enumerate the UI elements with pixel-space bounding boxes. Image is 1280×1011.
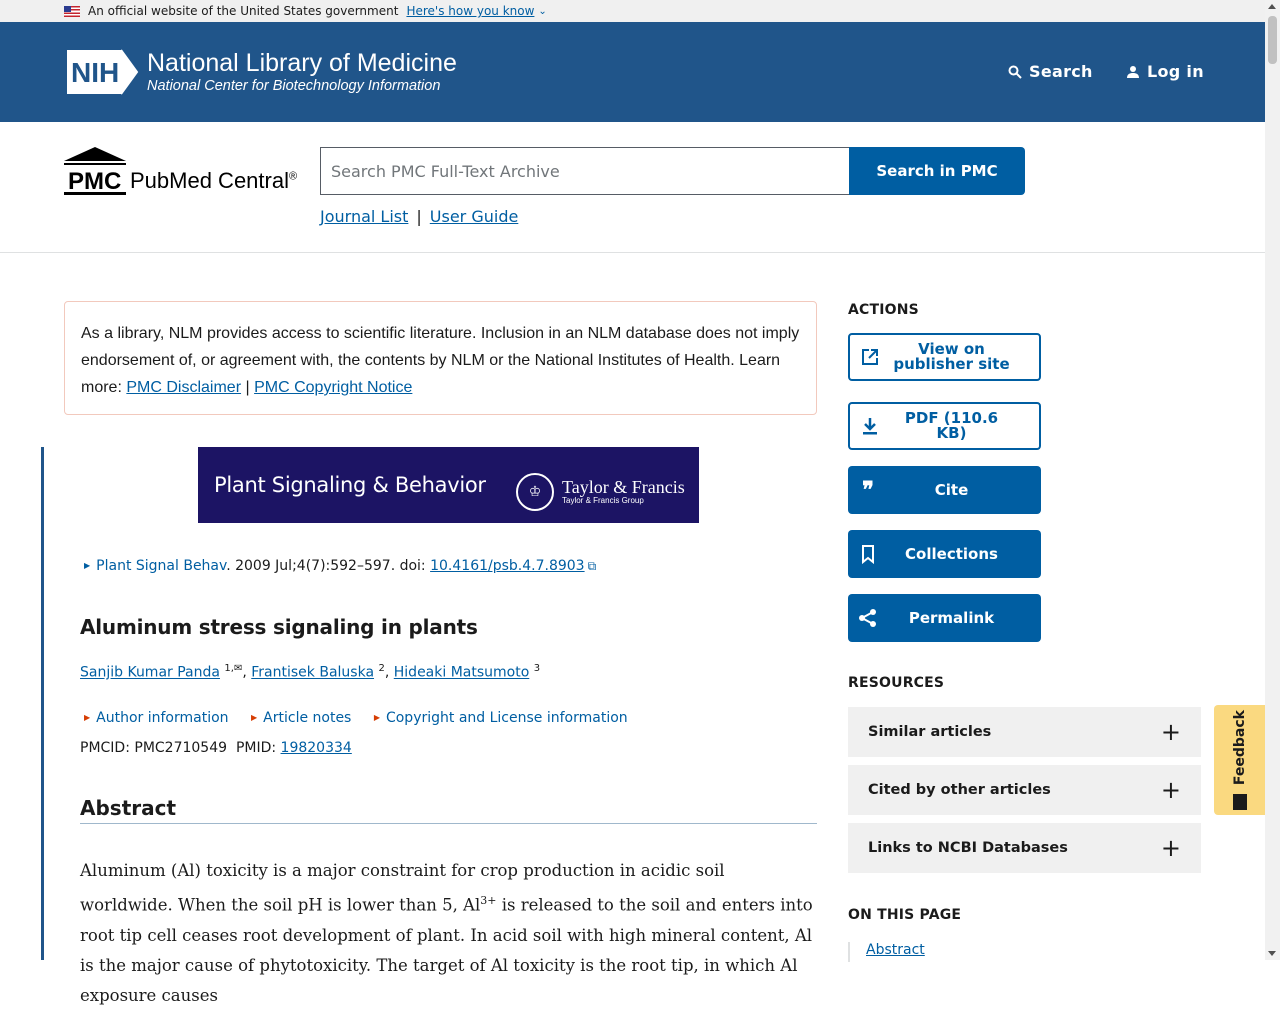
author-list: Sanjib Kumar Panda $^{1,✉}$, Frantisek Baluska $^2$, Hideaki Matsumoto $^3$ [80, 663, 541, 681]
scroll-up-arrow-icon[interactable] [1268, 4, 1276, 9]
header-login-label: Log in [1147, 62, 1204, 81]
svg-text:PMC: PMC [68, 168, 122, 195]
author-affiliation-sup: 3 [533, 663, 541, 674]
view-publisher-label: View on publisher site [893, 340, 1010, 373]
chevron-down-icon[interactable]: ⌄ [538, 5, 547, 17]
download-icon [850, 417, 890, 435]
us-flag-icon [64, 6, 80, 17]
journal-name-link[interactable]: Plant Signal Behav [96, 558, 227, 574]
search-in-pmc-button[interactable]: Search in PMC [849, 147, 1025, 195]
expand-triangle-icon[interactable]: ▶ [84, 561, 91, 570]
pmc-building-icon [64, 147, 126, 195]
plus-icon: + [1160, 718, 1181, 746]
header-search-button[interactable] [1008, 62, 1093, 81]
article-title: Aluminum stress signaling in plants [80, 615, 478, 639]
gov-banner [0, 0, 1265, 22]
journal-list-link[interactable]: Journal List [320, 207, 409, 226]
publisher-group: Taylor & Francis Group [562, 496, 644, 505]
pmid-link[interactable]: 19820334 [280, 740, 352, 756]
resources-heading: RESOURCES [848, 675, 945, 691]
nlm-disclaimer-box [64, 301, 817, 415]
abstract-heading: Abstract [80, 796, 817, 824]
page-scrollbar[interactable] [1265, 0, 1280, 960]
author-affiliation-sup: 1,✉ [224, 663, 243, 674]
feedback-label: Feedback [1231, 710, 1248, 786]
pmc-search-input[interactable]: Search PMC Full-Text Archive [320, 147, 850, 195]
citation-text: . 2009 Jul;4(7):592–597. doi: [226, 558, 431, 574]
external-link-icon [850, 348, 890, 366]
pmid-label: PMID: [235, 740, 277, 756]
cited-by-accordion[interactable] [848, 765, 1201, 815]
user-icon [1126, 65, 1140, 79]
permalink-button[interactable] [848, 594, 1041, 642]
actions-heading: ACTIONS [848, 302, 919, 318]
disclaimer-separator: | [245, 379, 250, 396]
gov-banner-text: An official website of the United States government [88, 4, 399, 18]
pdf-label: PDF (110.6 KB) [904, 409, 999, 442]
toc-abstract-link[interactable]: Abstract [848, 942, 925, 962]
author-affiliation-sup: 2 [378, 663, 385, 674]
on-this-page-heading: ON THIS PAGE [848, 907, 962, 923]
ncbi-subtitle: National Center for Biotechnology Information [147, 78, 441, 94]
author-link[interactable]: Sanjib Kumar Panda [80, 664, 220, 681]
scrollbar-thumb[interactable] [1268, 16, 1277, 64]
pmcid: PMCID: PMC2710549 [80, 740, 228, 756]
author-link[interactable]: Hideaki Matsumoto [393, 664, 530, 681]
publisher-lamp-icon: ♔ [516, 473, 554, 511]
nlm-title: National Library of Medicine [147, 49, 457, 77]
ncbi-links-accordion[interactable] [848, 823, 1201, 873]
journal-banner-title: Plant Signaling & Behavior [214, 473, 486, 497]
abstract-text: Aluminum (Al) toxicity is a major constraint for crop production in acidic soil worldwide. When the soil pH is lower than 5, $Al^{3+}$ is released to the soil and enters into root tip cell ceases root development of plant. In acid soil with high mineral content, Al is the major cause of phytotoxicity. The target of Al toxicity is the root tip, in which Al exposure causes [80, 861, 813, 1005]
quote-icon: ❞ [862, 477, 874, 503]
disclaimer-text: As a library, NLM provides access to scientific literature. Inclusion in an NLM database does not imply endorsement of, or agreement with, the contents by NLM or the National Institutes of Health. [81, 325, 800, 369]
author-link[interactable]: Frantisek Baluska [251, 664, 375, 681]
article-meta-links [84, 710, 646, 726]
article-left-border [41, 447, 44, 960]
pmc-logo-name: PubMed Central [130, 168, 289, 193]
article-notes-toggle[interactable]: ▶ Article notes [251, 710, 352, 726]
publisher-name: Taylor & Francis [562, 477, 685, 497]
how-you-know-link[interactable]: Here's how you know [406, 4, 535, 18]
share-icon [848, 608, 888, 628]
pmc-disclaimer-link[interactable]: PMC Disclaimer [126, 379, 242, 396]
cited-by-label: Cited by other articles [868, 782, 1051, 798]
doi-link[interactable]: 10.4161/psb.4.7.8903 [430, 558, 585, 574]
pdf-download-button[interactable] [848, 402, 1041, 450]
scroll-down-arrow-icon[interactable] [1268, 951, 1276, 956]
feedback-icon [1233, 794, 1247, 810]
header-search-label: Search [1029, 62, 1093, 81]
article-citation [84, 558, 596, 574]
publisher-logo [516, 473, 685, 511]
search-icon [1008, 65, 1022, 79]
cite-button[interactable] [848, 466, 1041, 514]
plus-icon: + [1160, 834, 1181, 862]
ncbi-links-label: Links to NCBI Databases [868, 840, 1068, 856]
similar-articles-accordion[interactable] [848, 707, 1201, 757]
user-guide-link[interactable]: User Guide [429, 207, 519, 226]
pmc-logo[interactable]: PMC PubMed Central® [64, 147, 297, 195]
journal-banner[interactable] [198, 447, 699, 523]
nlm-home-link[interactable] [65, 48, 457, 96]
pmc-copyright-link[interactable]: PMC Copyright Notice [254, 379, 413, 396]
nih-logo-icon [65, 48, 137, 96]
bookmark-icon [848, 545, 888, 563]
article-ids [80, 740, 352, 756]
nlm-header [0, 22, 1265, 122]
copyright-license-toggle[interactable]: ▶ Copyright and License information [373, 710, 628, 726]
view-publisher-site-button[interactable] [848, 333, 1041, 381]
learn-more-label: Learn more: [81, 352, 781, 396]
feedback-tab[interactable] [1214, 705, 1265, 815]
similar-articles-label: Similar articles [868, 724, 992, 740]
cite-label: Cite [934, 480, 969, 499]
plus-icon: + [1160, 776, 1181, 804]
svg-text:NIH: NIH [71, 57, 120, 88]
collections-label: Collections [905, 544, 998, 563]
collections-button[interactable] [848, 530, 1041, 578]
author-information-toggle[interactable]: ▶ Author information [84, 710, 229, 726]
pmc-search-area: PMC PubMed Central® Search PMC Full-Text Archive Search in PMC Journal List | User Guide [0, 122, 1265, 253]
header-login-button[interactable] [1126, 62, 1204, 81]
permalink-label: Permalink [908, 608, 995, 627]
external-link-icon: ⧉ [587, 559, 597, 573]
